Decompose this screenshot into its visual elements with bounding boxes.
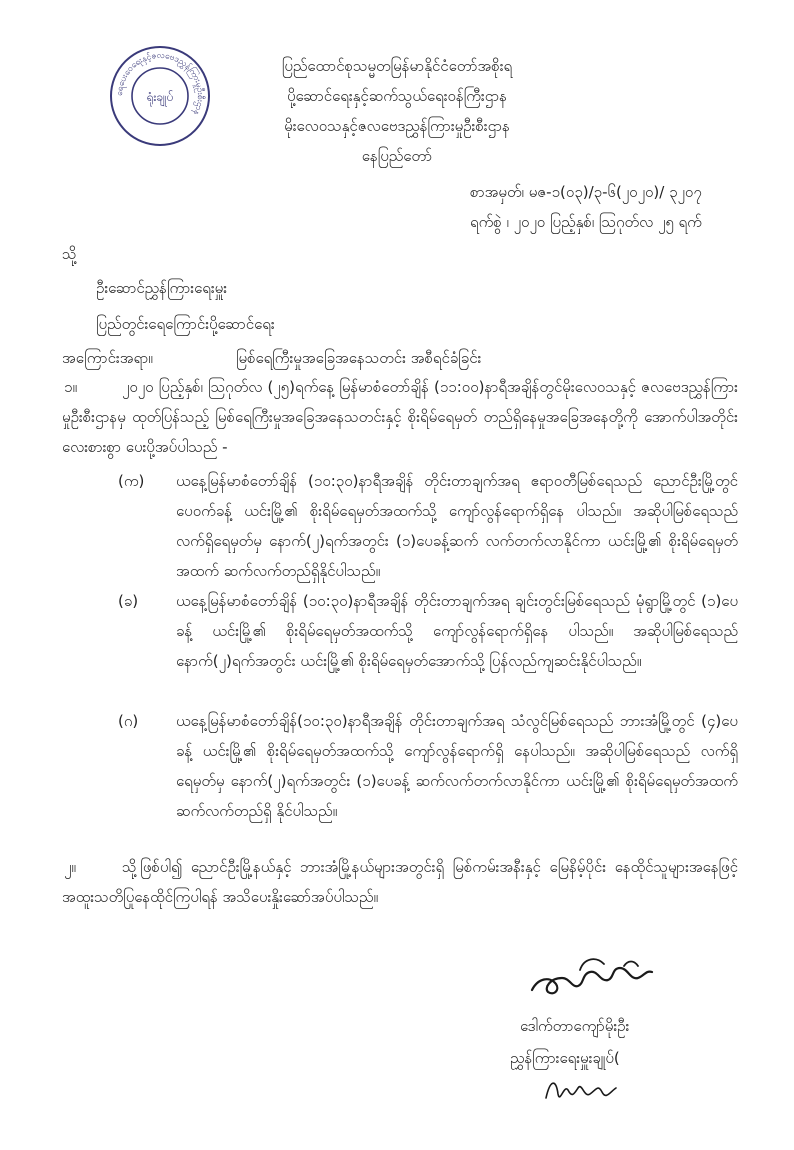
paragraph-2: သို့ဖြစ်ပါ၍ ညောင်ဦးမြို့နယ်နှင့် ဘားအံမြို့နယ်များအတွင်းရှိ မြစ်ကမ်းအနီးနှင့် မြေနိမ့်ပိုင်း နေထိုင်သူများအနေဖြင့် အထူးသတိပြုနေထိုင်ကြပါရန် အသိပေးနှိုးဆော်အပ်ပါသည်။: [62, 858, 738, 906]
signatory-title: ညွှန်ကြားရေးမှူးချုပ်(: [510, 1049, 620, 1067]
paragraph-2-number: ၂။: [64, 858, 76, 876]
to-label: သို့: [62, 245, 77, 263]
item-c-label: (ဂ): [118, 712, 139, 730]
header-department: မိုးလေဝသနှင့်ဇလဗေဒညွှန်ကြားမှုဦးစီးဌာန: [284, 117, 510, 135]
item-c-text: ယနေ့မြန်မာစံတော်ချိန်(၁၀:၃၀)နာရီအချိန် တိုင်းတာချက်အရ သံလွင်မြစ်ရေသည် ဘားအံမြို့တွင် (၄)ပေခန့် ယင်းမြို့၏ စိုးရိမ်ရေမှတ်အထက်သို့ ကျော်လွန်ရောက်ရှိ နေပါသည်။ အဆိုပါမြစ်ရေသည် လက်ရှိရေမှတ်မှ နောက်(၂)ရက်အတွင်း (၁)ပေခန့် ဆက်လက်တက်လာနိုင်ကာ ယင်းမြို့၏ စိုးရိမ်ရေမှတ်အထက် ဆက်လက်တည်ရှိ နိုင်ပါသည်။: [176, 712, 738, 820]
seal-center-text: ရုံးချုပ်: [146, 90, 174, 104]
initials-mark: [540, 1070, 630, 1110]
paragraph-1: ၂၀၂၀ ပြည့်နှစ်၊ ဩဂုတ်လ (၂၅)ရက်နေ့ မြန်မာစံတော်ချိန် (၁၁:၀၀)နာရီအချိန်တွင်မိုးလေဝသနှင့် ဇလဗေဒညွှန်ကြားမှုဦးစီးဌာနမှ ထုတ်ပြန်သည့် မြစ်ရေကြီးမှုအခြေအနေသတင်းနှင့် စိုးရိမ်ရေမှတ် တည်ရှိနေမှုအခြေအနေတို့ကို အောက်ပါအတိုင်း လေးစားစွာ ပေးပို့အပ်ပါသည် -: [62, 378, 738, 456]
header-city: နေပြည်တော်: [361, 147, 433, 165]
header-government: ပြည်ထောင်စုသမ္မတမြန်မာနိုင်ငံတော်အစိုးရ: [281, 57, 513, 75]
signature-graphic: [520, 948, 670, 1018]
subject-text: မြစ်ရေကြီးမှုအခြေအနေသတင်း အစီရင်ခံခြင်း: [236, 349, 482, 367]
paragraph-1-number: ၁။: [64, 378, 77, 396]
seal-graphic: [108, 44, 212, 148]
item-b-label: (ခ): [118, 592, 139, 610]
signatory-name: ဒေါက်တာကျော်မိုးဦး: [520, 1017, 630, 1035]
initials-graphic: [540, 1070, 630, 1110]
recipient-title: ဦးဆောင်ညွှန်ကြားရေးမှူး: [96, 279, 228, 297]
item-b-text: ယနေ့မြန်မာစံတော်ချိန် (၁၀:၃၀)နာရီအချိန် တိုင်းတာချက်အရ ချင်းတွင်းမြစ်ရေသည် မုံရွာမြို့တွင် (၁)ပေခန့် ယင်းမြို့၏ စိုးရိမ်ရေမှတ်အထက်သို့ ကျော်လွန်ရောက်ရှိနေ ပါသည်။ အဆိုပါမြစ်ရေသည် နောက်(၂)ရက်အတွင်း ယင်းမြို့၏ စိုးရိမ်ရေမှတ်အောက်သို့ ပြန်လည်ကျဆင်းနိုင်ပါသည်။: [176, 592, 738, 670]
subject-label: အကြောင်းအရာ။: [62, 349, 153, 367]
seal-ring-text: ရေပေးဝေရေးနှင့်ဇလဗေဒညွှန်ကြားမှုဦးစီးဌာန: [114, 50, 206, 117]
office-seal: [108, 44, 212, 148]
letter-date: ရက်စွဲ ၊ ၂၀၂၀ ပြည့်နှစ်၊ ဩဂုတ်လ ၂၅ ရက်: [470, 213, 702, 231]
header-ministry: ပို့ဆောင်ရေးနှင့်ဆက်သွယ်ရေးဝန်ကြီးဌာန: [287, 87, 507, 105]
item-a-text: ယနေ့မြန်မာစံတော်ချိန် (၁၀:၃၀)နာရီအချိန် တိုင်းတာချက်အရ ဧရာဝတီမြစ်ရေသည် ညောင်ဦးမြို့တွင် ပေ၀က်ခန့် ယင်းမြို့၏ စိုးရိမ်ရေမှတ်အထက်သို့ ကျော်လွန်ရောက်ရှိနေ ပါသည်။ အဆိုပါမြစ်ရေသည် လက်ရှိရေမှတ်မှ နောက်(၂)ရက်အတွင်း (၁)ပေခန့်ဆက် လက်တက်လာနိုင်ကာ ယင်းမြို့၏ စိုးရိမ်ရေမှတ်အထက် ဆက်လက်တည်ရှိနိုင်ပါသည်။: [176, 472, 738, 580]
letter-number: စာအမှတ်၊ မဇ-၁(၀၃)/၃-၆(၂၀၂၀)/ ၃၂၀၇: [470, 183, 702, 201]
recipient-organization: ပြည်တွင်းရေကြောင်းပို့ဆောင်ရေး: [96, 315, 275, 333]
handwritten-signature: [520, 948, 670, 1018]
item-a-label: (က): [118, 472, 145, 490]
